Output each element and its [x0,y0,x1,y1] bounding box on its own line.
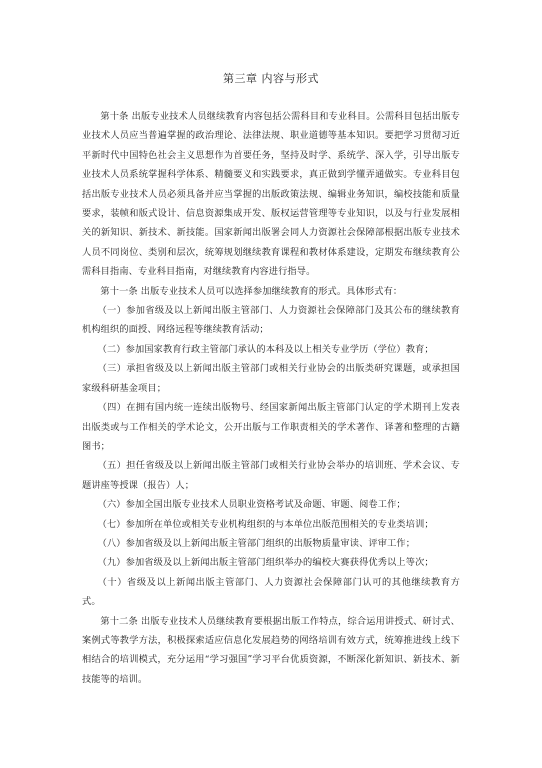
list-item-8: （八）参加省级及以上新闻出版主管部门组织的出版物质量审读、评审工作； [97,537,416,549]
chapter-title: 第三章 内容与形式 [223,72,319,85]
article-11-paragraph: 第十一条 出版专业技术人员可以选择参加继续教育的形式。具体形式有： [100,285,403,297]
list-item-6: （六）参加全国出版专业技术人员职业资格考试及命题、审题、阅卷工作； [97,499,406,511]
list-item-4: （四）在拥有国内统一连续出版物号、经国家新闻出版主管部门认定的学术期刊上发表出版类或与工作相关的学术论文，公开出版与工作职责相关的学术著作、译著和整理的古籍图书； [82,402,460,452]
list-item-7: （七）参加所在单位或相关专业机构组织的与本单位出版范围相关的专业类培训； [97,518,434,530]
article-12-paragraph: 第十二条 出版专业技术人员继续教育要根据出版工作特点，综合运用讲授式、研讨式、案例式等教学方法，积极探索适应信息化发展趋势的网络培训有效方式，统筹推进线上线下相结合的培训模式，充分运用“学习强国”学习平台优质资源，不断深化新知识、新技术、新技能等的培训。 [82,615,460,685]
list-item-10: （十）省级及以上新闻出版主管部门、人力资源社会保障部门认可的其他继续教育方式。 [82,576,460,608]
list-item-1: （一）参加省级及以上新闻出版主管部门、人力资源社会保障部门及其公布的继续教育机构组织的面授、网络远程等继续教育活动； [82,305,460,336]
article-10-paragraph: 第十条 出版专业技术人员继续教育内容包括公需科目和专业科目。公需科目包括出版专业技术人员应当普遍掌握的政治理论、法律法规、职业道德等基本知识。要把学习贯彻习近平新时代中国特色社会主义思想作为首要任务，坚持及时学、系统学、深入学，引导出版专业技术人员系统掌握科学体系、精髓要义和实践要求，真正做到学懂弄通做实。专业科目包括出版专业技术人员必须具备并应当掌握的出版政策法规、编辑业务知识，编校技能和质量要求，装帧和版式设计、信息资源集成开发、版权运营管理等专业知识，以及与行业发展相关的新知识、新技术、新技能。国家新闻出版署会同人力资源社会保障部根据出版专业技术人员不同岗位、类别和层次，统筹规划继续教育课程和教材体系建设，定期发布继续教育公需科目指南、专业科目指南，对继续教育内容进行指导。 [82,111,460,278]
list-item-2: （二）参加国家教育行政主管部门承认的本科及以上相关专业学历（学位）教育； [97,343,434,355]
list-item-9: （九）参加省级及以上新闻出版主管部门组织举办的编校大赛获得优秀以上等次； [97,557,434,569]
list-item-3: （三）承担省级及以上新闻出版主管部门或相关行业协会的出版类研究课题，或承担国家级科研基金项目； [82,363,460,394]
list-item-5: （五）担任省级及以上新闻出版主管部门或相关行业协会举办的培训班、学术会议、专题讲座等授课（报告）人； [82,460,460,491]
